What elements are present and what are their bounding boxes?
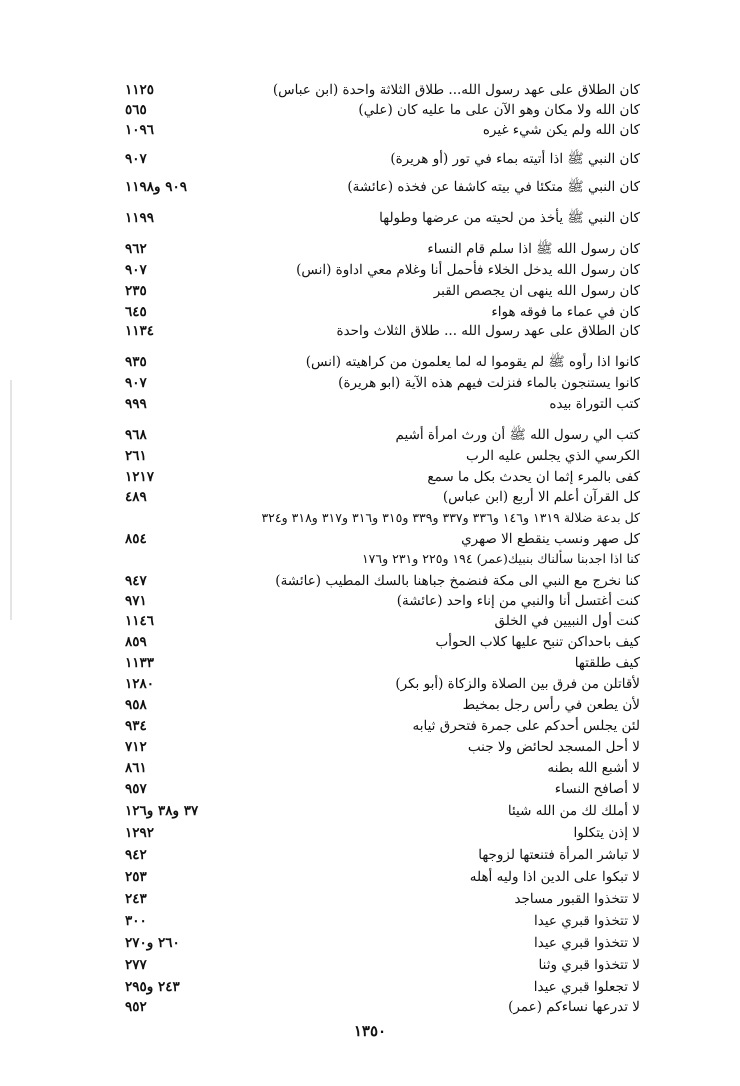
page-refs: ٩٥٧	[125, 781, 147, 797]
index-entry	[125, 757, 640, 779]
hadith-text: لا إذن يتكلوا	[573, 825, 640, 841]
index-entry	[125, 976, 640, 998]
index-entry	[125, 119, 640, 141]
index-entry	[125, 996, 640, 1018]
page-refs: ٢٤٣	[125, 891, 147, 907]
page-refs: ٢٤٣ و٢٩٥	[125, 979, 180, 995]
hadith-text: لا تبكوا على الدين اذا وليه أهله	[469, 869, 640, 885]
index-entry	[125, 590, 640, 612]
hadith-text: كنا اذا اجدبنا سألناك بنبيك(عمر) ١٩٤ و٢٢٥ و٢٣١ و١٧٦	[361, 551, 640, 566]
index-entry	[125, 79, 640, 101]
hadith-text: كان النبي ﷺ اذا أتيته بماء في تور (أو هريرة)	[390, 151, 640, 167]
hadith-text: كنت أغتسل أنا والنبي من إناء واحد (عائشة)	[396, 593, 640, 609]
hadith-text: لا تباشر المرأة فتنعتها لزوجها	[478, 847, 640, 863]
page-refs: ٥٦٥	[125, 102, 147, 118]
index-entry	[125, 652, 640, 674]
page-refs: ١٢٩٢	[125, 825, 155, 841]
page-refs: ٤٨٩	[125, 489, 147, 505]
hadith-text: الكرسي الذي يجلس عليه الرب	[465, 448, 640, 464]
hadith-text: كتب الي رسول الله ﷺ أن ورث امرأة أشيم	[395, 427, 640, 443]
hadith-text: كنا نخرج مع النبي الى مكة فنضمخ جباهنا بالسك المطيب (عائشة)	[275, 573, 640, 589]
index-entry	[125, 176, 640, 198]
hadith-text: لا أحل المسجد لحائض ولا جنب	[467, 739, 640, 755]
hadith-text: لأقاتلن من فرق بين الصلاة والزكاة (أبو بكر)	[395, 676, 640, 692]
hadith-text: كان الطلاق على عهد رسول الله ... طلاق الثلاث واحدة	[336, 323, 640, 339]
hadith-text: كيف طلقتها	[574, 655, 640, 671]
page-refs: ١١٢٥	[125, 82, 155, 98]
hadith-text: كان رسول الله يدخل الخلاء فأحمل أنا وغلام معي اداوة (انس)	[296, 262, 640, 278]
page-refs: ٢٣٥	[125, 283, 147, 299]
index-entry	[125, 372, 640, 394]
index-entry	[125, 207, 640, 229]
page-refs: ٩٠٧	[125, 262, 147, 278]
page-refs: ٢٦١	[125, 448, 147, 464]
page-refs: ١٢٨٠	[125, 676, 155, 692]
page-refs: ١١٣٤	[125, 323, 155, 339]
page-refs: ٩٤٢	[125, 847, 147, 863]
index-entry	[125, 910, 640, 932]
page-refs: ٩٥٢	[125, 999, 147, 1015]
page-refs: ٩٣٤	[125, 718, 147, 734]
page-refs: ٢٧٧	[125, 957, 147, 973]
page-refs: ٣٧ و٣٨ و١٢٦	[125, 803, 199, 819]
index-entry	[125, 393, 640, 415]
page-number: ١٣٥٠	[353, 1022, 387, 1040]
page-refs: ٩٠٩ و١١٩٨	[125, 179, 188, 195]
page-refs: ٧١٢	[125, 739, 147, 755]
index-entry	[125, 466, 640, 488]
index-entry	[125, 932, 640, 954]
hadith-text: كان الله ولم يكن شيء غيره	[482, 122, 640, 138]
hadith-text: كان رسول الله ﷺ اذا سلم قام النساء	[427, 241, 640, 257]
hadith-text: لئن يجلس أحدكم على جمرة فتحرق ثيابه	[412, 718, 640, 734]
page-refs: ٩٦٢	[125, 241, 147, 257]
scan-edge-shadow	[10, 380, 12, 620]
index-entry	[125, 715, 640, 737]
index-entry	[125, 778, 640, 800]
index-entry	[125, 238, 640, 260]
index-entry	[125, 486, 640, 508]
index-entry	[125, 844, 640, 866]
index-entry	[125, 800, 640, 822]
index-entry	[125, 694, 640, 716]
hadith-text: كل بدعة ضلالة ١٣١٩ و١٤٦ و٣٣٦ و٣٣٧ و٣٣٩ و٣١٥ و٣١٦ و٣١٧ و٣١٨ و٣٢٤	[261, 510, 640, 525]
index-entry	[125, 424, 640, 446]
index-entry	[125, 673, 640, 695]
page-refs: ٢٦٠ و٢٧٠	[125, 935, 180, 951]
index-entry	[125, 736, 640, 758]
hadith-text: كانوا اذا رأوه ﷺ لم يقوموا له لما يعلمون من كراهيته (انس)	[305, 354, 640, 370]
hadith-text: كنت أول النبيين في الخلق	[494, 613, 640, 629]
page-refs: ١١٤٦	[125, 613, 155, 629]
index-entry	[125, 570, 640, 592]
index-entry	[125, 866, 640, 888]
page-refs: ١١٩٩	[125, 210, 155, 226]
hadith-text: كل القرآن أعلم الا أربع (ابن عباس)	[442, 489, 640, 505]
page-refs: ٨٦١	[125, 760, 147, 776]
hadith-text: كان الله ولا مكان وهو الآن على ما عليه كان (علي)	[358, 102, 640, 118]
page-refs: ٩٣٥	[125, 354, 147, 370]
index-entry	[125, 610, 640, 632]
hadith-text: لا تتخذوا القبور مساجد	[514, 891, 640, 907]
page-refs: ٦٤٥	[125, 304, 147, 320]
page-refs: ٩٠٧	[125, 375, 147, 391]
hadith-text: لا أصافح النساء	[554, 781, 640, 797]
hadith-text: كان الطلاق على عهد رسول الله... طلاق الثلاثة واحدة (ابن عباس)	[272, 82, 640, 98]
hadith-text: كانوا يستنجون بالماء فنزلت فيهم هذه الآية (ابو هريرة)	[338, 375, 640, 391]
index-entry	[125, 148, 640, 170]
index-entry	[130, 548, 640, 570]
hadith-text: لا تتخذوا قبري عيدا	[534, 913, 640, 929]
index-entry	[125, 528, 640, 550]
hadith-text: كان النبي ﷺ متكئا في بيته كاشفا عن فخذه (عائشة)	[347, 179, 640, 195]
page-refs: ٩٤٧	[125, 573, 147, 589]
page-refs: ٩٩٩	[125, 396, 147, 412]
hadith-text: كيف باحداكن تنبح عليها كلاب الحوأب	[435, 634, 640, 650]
hadith-text: كان رسول الله ينهى ان يجصص القبر	[433, 283, 640, 299]
hadith-text: لا أملك لك من الله شيئا	[507, 803, 640, 819]
hadith-text: كتب التوراة بيده	[549, 396, 640, 412]
index-entry	[130, 507, 640, 529]
hadith-text: لا تدرعها نساءكم (عمر)	[508, 999, 640, 1015]
page-refs: ٩٧١	[125, 593, 147, 609]
index-entry	[125, 888, 640, 910]
index-entry	[125, 445, 640, 467]
page-refs: ٩٦٨	[125, 427, 147, 443]
hadith-text: كفى بالمرء إثما ان يحدث بكل ما سمع	[427, 469, 640, 485]
index-entry	[125, 351, 640, 373]
page-refs: ٣٠٠	[125, 913, 147, 929]
index-entry	[125, 822, 640, 844]
hadith-text: كان في عماء ما فوقه هواء	[491, 304, 640, 320]
page-refs: ٨٥٤	[125, 531, 147, 547]
index-entry	[125, 954, 640, 976]
hadith-text: كان النبي ﷺ يأخذ من لحيته من عرضها وطولها	[379, 210, 640, 226]
page-refs: ٢٥٣	[125, 869, 147, 885]
page-refs: ٩٥٨	[125, 697, 147, 713]
hadith-text: كل صهر ونسب ينقطع الا صهري	[461, 531, 640, 547]
page-refs: ٩٠٧	[125, 151, 147, 167]
hadith-text: لا تجعلوا قبري عيدا	[533, 979, 640, 995]
index-entry	[125, 99, 640, 121]
index-entry	[125, 259, 640, 281]
index-entry	[125, 631, 640, 653]
index-entry	[125, 320, 640, 342]
hadith-text: لا أشبع الله بطنه	[547, 760, 640, 776]
page-refs: ٨٥٩	[125, 634, 147, 650]
hadith-text: لا تتخذوا قبري وثنا	[538, 957, 640, 973]
page-refs: ١٠٩٦	[125, 122, 155, 138]
hadith-text: لأن يطعن في رأس رجل بمخيط	[462, 697, 640, 713]
hadith-text: لا تتخذوا قبري عيدا	[534, 935, 640, 951]
page-refs: ١٢١٧	[125, 469, 155, 485]
page-refs: ١١٣٣	[125, 655, 155, 671]
index-entry	[125, 280, 640, 302]
